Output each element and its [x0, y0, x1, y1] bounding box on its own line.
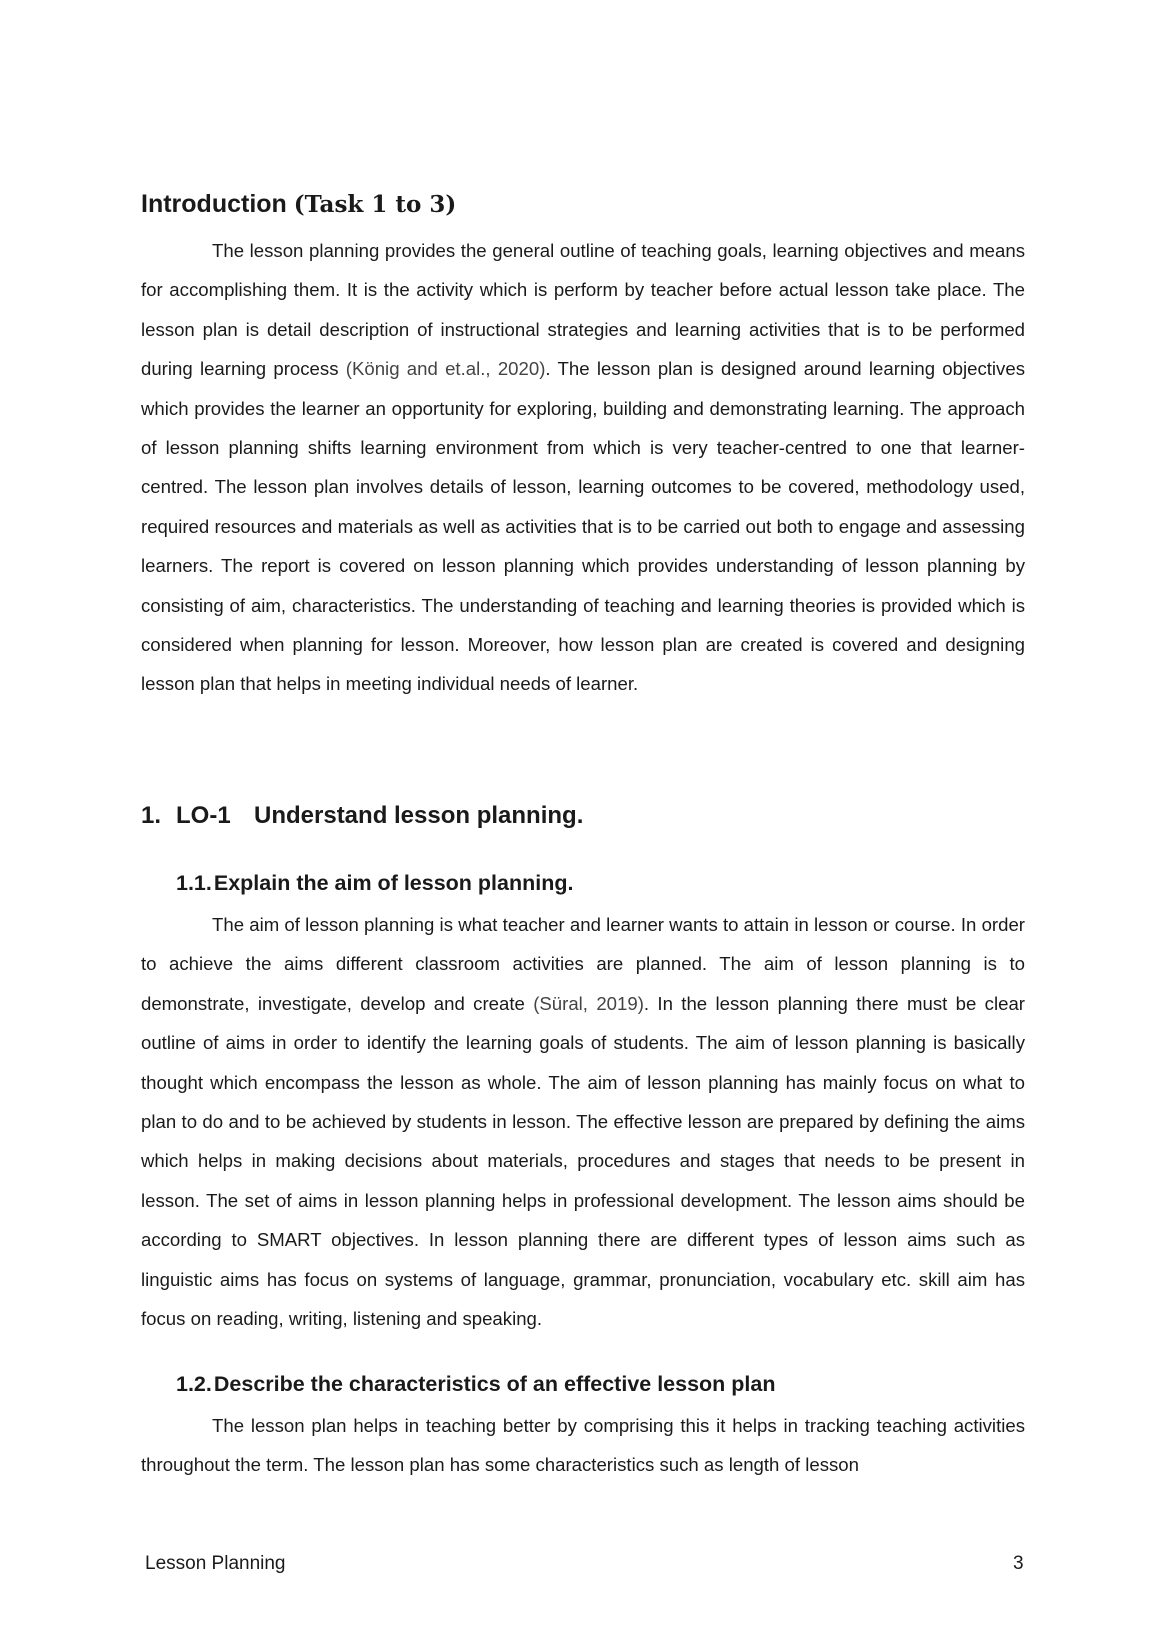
section-1-1-citation: (Süral, 2019)	[533, 992, 644, 1014]
section-1-1-paragraph	[141, 905, 1025, 1338]
section-1-2-number: 1.2.	[176, 1372, 212, 1396]
section-1-heading	[141, 800, 583, 832]
intro-heading	[141, 188, 456, 221]
footer-title: Lesson Planning	[145, 1553, 286, 1574]
section-1-1-heading	[176, 868, 573, 898]
section-1-title: Understand lesson planning.	[254, 802, 584, 829]
section-1-2-paragraph: The lesson plan helps in teaching better by comprising this it helps in tracking teaching activities throughout the term. The lesson plan has some characteristics such as length of lesson	[141, 1415, 1025, 1476]
intro-heading-main: Introduction	[141, 190, 294, 218]
section-1-2-title: Describe the characteristics of an effective lesson plan	[213, 1372, 776, 1396]
page-number: 3	[1013, 1553, 1024, 1574]
section-1-1-text-part-1: The aim of lesson planning is what teacher and learner wants to attain in lesson or course. In order to achieve the aims different classroom activities are planned. The aim of lesson planning is to demonstrate, investigate, develop and create	[141, 914, 1025, 1014]
intro-text-part-1: The lesson planning provides the general outline of teaching goals, learning objectives and means for accomplishing them. It is the activity which is perform by teacher before actual lesson take place. The lesson plan is detail description of instructional strategies and learning activities that is to be performed during learning process	[141, 240, 1025, 380]
section-1-1-number: 1.1.	[176, 871, 212, 895]
intro-citation: (König and et.al., 2020)	[345, 358, 546, 380]
intro-text-part-2: . The lesson plan is designed around learning objectives which provides the learner an opportunity for exploring, building and demonstrating learning. The approach of lesson planning shifts learning environment from which is very teacher-centred to one that learner-centred. The lesson plan involves details of lesson, learning outcomes to be covered, methodology used, required resources and materials as well as activities that is to be carried out both to engage and assessing learners. The report is covered on lesson planning which provides understanding of lesson planning by consisting of aim, characteristics. The understanding of teaching and learning theories is provided which is considered when planning for lesson. Moreover, how lesson plan are created is covered and designing lesson plan that helps in meeting individual needs of learner.	[141, 358, 1025, 695]
intro-paragraph	[141, 231, 1025, 704]
section-1-1-title: Explain the aim of lesson planning.	[213, 871, 574, 895]
section-1-code: LO-1	[176, 802, 231, 829]
intro-heading-task: (Task 1 to 3)	[293, 191, 457, 218]
section-1-number: 1.	[141, 802, 162, 829]
section-1-1-text-part-2: . In the lesson planning there must be clear outline of aims in order to identify the learning goals of students. The aim of lesson planning is basically thought which encompass the lesson as whole. The aim of lesson planning has mainly focus on what to plan to do and to be achieved by students in lesson. The effective lesson are prepared by defining the aims which helps in making decisions about materials, procedures and stages that needs to be present in lesson. The set of aims in lesson planning helps in professional development. The lesson aims should be according to SMART objectives. In lesson planning there are different types of lesson aims such as linguistic aims has focus on systems of language, grammar, pronunciation, vocabulary etc. skill aim has focus on reading, writing, listening and speaking.	[141, 992, 1025, 1330]
section-1-2-heading	[176, 1369, 776, 1399]
